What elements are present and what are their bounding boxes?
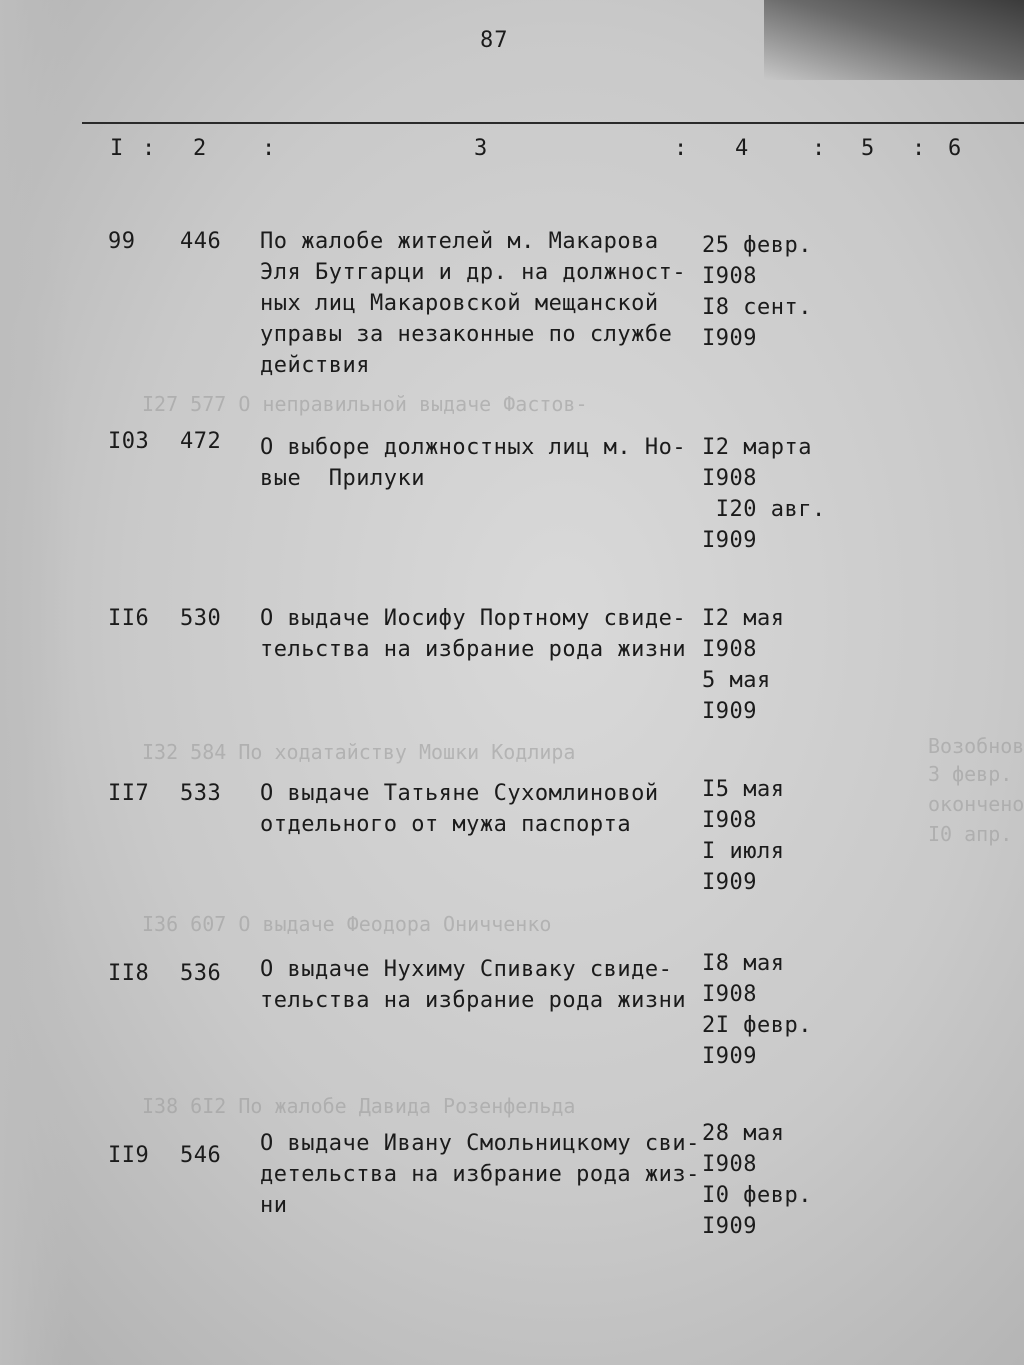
bleed-text: 3 февр. (928, 762, 1013, 786)
case-dates: I2 марта I908 I20 авг. I909 (702, 435, 826, 553)
case-dates: 28 мая I908 I0 февр. I909 (702, 1121, 812, 1239)
header-separator: : (262, 136, 276, 161)
header-col-4: 4 (735, 136, 749, 161)
header-separator: : (674, 136, 688, 161)
page-number: 87 (480, 28, 509, 53)
case-number: 530 (180, 606, 222, 631)
case-dates: I8 мая I908 2I февр. I909 (702, 951, 812, 1069)
case-dates: 25 февр. I908 I8 сент. I909 (702, 233, 812, 351)
row-number: I03 (108, 429, 150, 454)
row-number: II9 (108, 1143, 150, 1168)
header-col-3: 3 (474, 136, 488, 161)
page-edge (0, 0, 70, 1365)
row-number: II7 (108, 781, 150, 806)
case-number: 536 (180, 961, 222, 986)
row-number: II8 (108, 961, 150, 986)
bleed-text: Возобнов (928, 734, 1024, 758)
case-number: 533 (180, 781, 222, 806)
scan-shadow (764, 0, 1024, 80)
header-col-2: 2 (193, 136, 207, 161)
header-col-1: I (110, 136, 124, 161)
row-number: 99 (108, 229, 136, 254)
case-description: О выдаче Татьяне Сухомлиновой отдельного от мужа паспорта (260, 781, 659, 837)
header-separator: : (812, 136, 826, 161)
case-description: О выдаче Ивану Смольницкому сви- детельства на избрание рода жиз- ни (260, 1131, 700, 1218)
bleed-text: I38 6I2 По жалобе Давида Розенфельда (142, 1094, 576, 1118)
bleed-text: I27 577 О неправильной выдаче Фастов- (142, 392, 588, 416)
bleed-text: I0 апр. (928, 822, 1013, 846)
bleed-text: I36 607 О выдаче Феодора Оничченко (142, 912, 552, 936)
case-number: 546 (180, 1143, 222, 1168)
case-dates: I2 мая I908 5 мая I909 (702, 606, 785, 724)
header-separator: : (912, 136, 926, 161)
header-col-5: 5 (861, 136, 875, 161)
bleed-text: I32 584 По ходатайству Мошки Кодлира (142, 740, 576, 764)
header-col-6: 6 (948, 136, 962, 161)
case-description: О выдаче Нухиму Спиваку свиде- тельства на избрание рода жизни (260, 957, 687, 1013)
case-description: О выборе должностных лиц м. Но- вые Прилуки (260, 435, 687, 491)
case-description: О выдаче Иосифу Портному свиде- тельства на избрание рода жизни (260, 606, 687, 662)
case-number: 446 (180, 229, 222, 254)
case-dates: I5 мая I908 I июля I909 (702, 777, 785, 895)
header-separator: : (142, 136, 156, 161)
case-description: По жалобе жителей м. Макарова Эля Бутгарци и др. на должност- ных лиц Макаровской мещанской управы за незаконные по службе действия (260, 229, 687, 378)
bleed-text: окончено (928, 792, 1024, 816)
row-number: II6 (108, 606, 150, 631)
case-number: 472 (180, 429, 222, 454)
header-rule (82, 122, 1024, 124)
